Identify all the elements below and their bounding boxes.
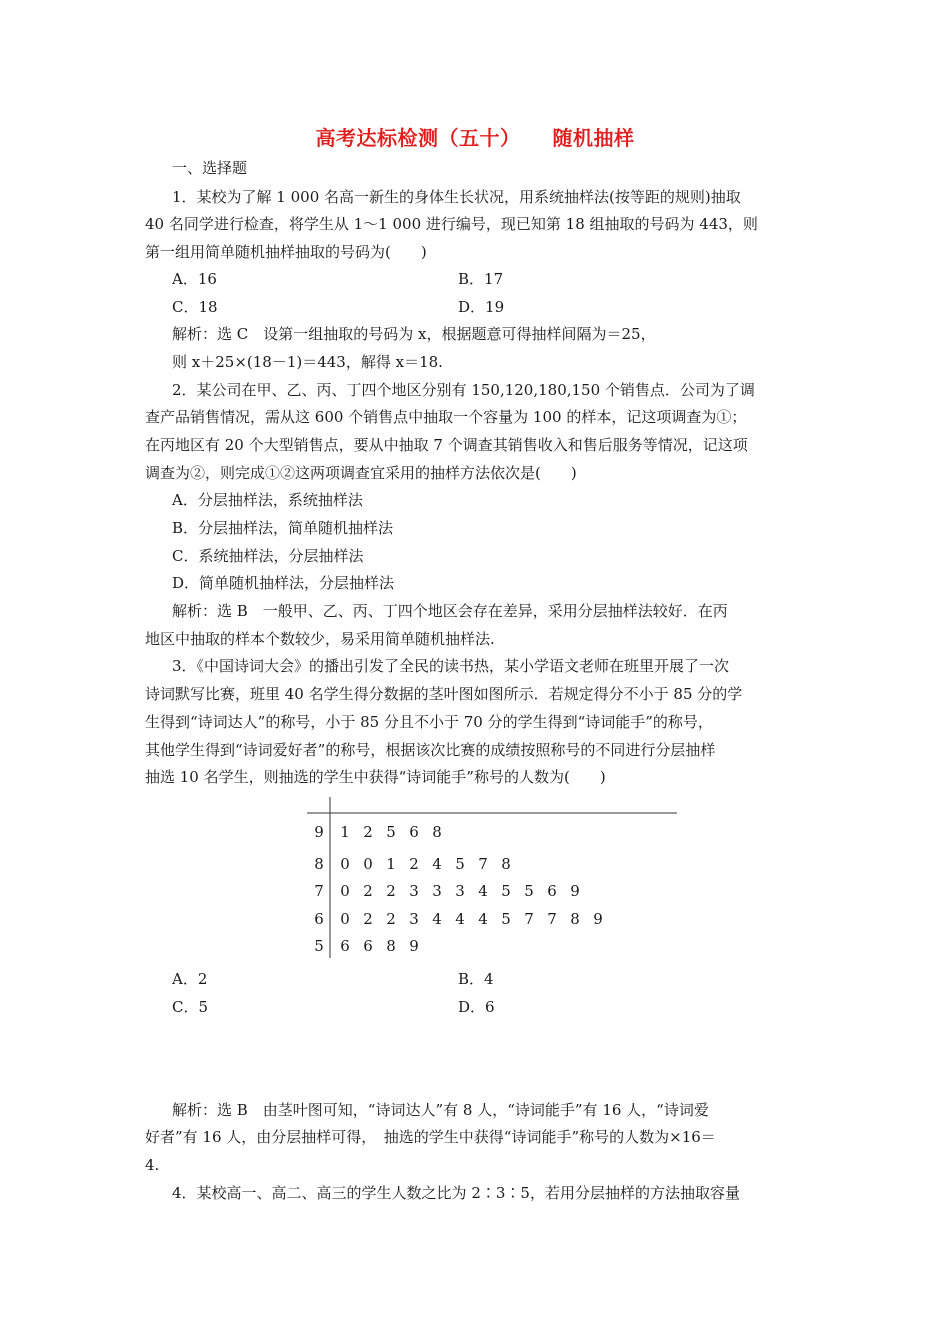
leaf-value: 4 — [432, 910, 442, 928]
q1-analysis-2: 则 x＋25×(18－1)＝443，解得 x＝18. — [172, 353, 443, 371]
leaf-value: 6 — [340, 937, 350, 955]
leaf-value: 8 — [501, 855, 511, 873]
leaf-value: 8 — [432, 823, 442, 841]
q2-line-3: 在丙地区有 20 个大型销售点，要从中抽取 7 个调查其销售收入和售后服务等情况，记这项 — [145, 436, 748, 454]
leaf-value: 5 — [455, 855, 465, 873]
page-title — [0, 122, 950, 151]
q1-line-1: 1．某校为了解 1 000 名高一新生的身体生长状况，用系统抽样法(按等距的规则)抽取 — [172, 188, 741, 206]
leaf-value: 2 — [386, 910, 396, 928]
leaf-value: 5 — [386, 823, 396, 841]
leaf-value: 1 — [386, 855, 396, 873]
leaf-value: 9 — [570, 882, 580, 900]
q3-line-3: 生得到“诗词达人”的称号，小于 85 分且不小于 70 分的学生得到“诗词能手”的称号， — [145, 713, 713, 731]
leaf-value: 6 — [409, 823, 419, 841]
leaf-value: 9 — [593, 910, 603, 928]
q2-option-c: C．系统抽样法，分层抽样法 — [172, 547, 364, 565]
q2-analysis-2: 地区中抽取的样本个数较少，易采用简单随机抽样法. — [145, 630, 495, 648]
q2-option-b: B．分层抽样法，简单随机抽样法 — [172, 519, 394, 537]
q1-option-d: D．19 — [458, 298, 505, 316]
q3-line-2: 诗词默写比赛，班里 40 名学生得分数据的茎叶图如图所示．若规定得分不小于 85 分的学 — [145, 685, 743, 703]
stem-value: 9 — [314, 823, 324, 841]
q3-line-1: 3．《中国诗词大会》的播出引发了全民的读书热，某小学语文老师在班里开展了一次 — [172, 657, 730, 675]
leaf-value: 2 — [386, 882, 396, 900]
leaf-value: 3 — [409, 910, 419, 928]
leaf-value: 2 — [363, 882, 373, 900]
q2-line-4: 调查为②，则完成①②这两项调查宜采用的抽样方法依次是( ) — [145, 464, 577, 482]
leaf-value: 4 — [478, 882, 488, 900]
title-main: 高考达标检测（五十） — [315, 126, 521, 150]
leaf-value: 7 — [478, 855, 488, 873]
leaf-value: 2 — [363, 910, 373, 928]
q2-option-d: D．简单随机抽样法，分层抽样法 — [172, 574, 395, 592]
stem-leaf-plot — [300, 795, 690, 965]
q2-line-1: 2．某公司在甲、乙、丙、丁四个地区分别有 150,120,180,150 个销售点．公司为了调 — [172, 381, 755, 399]
q1-line-2: 40 名同学进行检查，将学生从 1～1 000 进行编号，现已知第 18 组抽取的号码为 443，则 — [145, 215, 758, 233]
leaf-value: 5 — [524, 882, 534, 900]
leaf-value: 0 — [340, 855, 350, 873]
leaf-value: 1 — [340, 823, 350, 841]
leaf-value: 0 — [340, 910, 350, 928]
stem-value: 7 — [314, 882, 324, 900]
leaf-value: 3 — [455, 882, 465, 900]
q3-analysis-3: 4. — [145, 1156, 160, 1174]
q2-option-a: A．分层抽样法，系统抽样法 — [172, 491, 363, 509]
q3-line-5: 抽选 10 名学生，则抽选的学生中获得“诗词能手”称号的人数为( ) — [145, 768, 606, 786]
q3-analysis-2: 好者”有 16 人，由分层抽样可得， 抽选的学生中获得“诗词能手”称号的人数为×16＝ — [145, 1128, 716, 1146]
q3-option-a: A．2 — [172, 970, 208, 988]
q3-option-d: D．6 — [458, 998, 495, 1016]
stem-value: 6 — [314, 910, 324, 928]
leaf-value: 3 — [432, 882, 442, 900]
leaf-value: 3 — [409, 882, 419, 900]
q3-option-b: B．4 — [458, 970, 494, 988]
leaf-value: 2 — [409, 855, 419, 873]
title-sub: 随机抽样 — [552, 126, 635, 150]
leaf-value: 4 — [432, 855, 442, 873]
leaf-value: 6 — [363, 937, 373, 955]
q4-line-1: 4．某校高一、高二、高三的学生人数之比为 2∶3∶5，若用分层抽样的方法抽取容量 — [172, 1184, 740, 1202]
leaf-value: 0 — [363, 855, 373, 873]
stem-value: 8 — [314, 855, 324, 873]
leaf-value: 8 — [570, 910, 580, 928]
stem-value: 5 — [314, 937, 324, 955]
leaf-value: 8 — [386, 937, 396, 955]
q1-analysis-1: 解析：选 C 设第一组抽取的号码为 x，根据题意可得抽样间隔为＝25， — [172, 325, 656, 343]
q1-option-c: C．18 — [172, 298, 218, 316]
leaf-value: 4 — [455, 910, 465, 928]
q3-option-c: C．5 — [172, 998, 209, 1016]
section-heading: 一、选择题 — [172, 159, 248, 177]
leaf-value: 4 — [478, 910, 488, 928]
leaf-value: 5 — [501, 910, 511, 928]
q1-option-a: A．16 — [172, 270, 217, 288]
q1-line-3: 第一组用简单随机抽样抽取的号码为( ) — [145, 243, 427, 261]
leaf-value: 9 — [409, 937, 419, 955]
q3-line-4: 其他学生得到“诗词爱好者”的称号，根据该次比赛的成绩按照称号的不同进行分层抽样 — [145, 741, 716, 759]
leaf-value: 7 — [547, 910, 557, 928]
q2-analysis-1: 解析：选 B 一般甲、乙、丙、丁四个地区会存在差异，采用分层抽样法较好．在丙 — [172, 602, 728, 620]
leaf-value: 6 — [547, 882, 557, 900]
q2-line-2: 查产品销售情况，需从这 600 个销售点中抽取一个容量为 100 的样本，记这项调查为①； — [145, 408, 747, 426]
leaf-value: 5 — [501, 882, 511, 900]
leaf-value: 0 — [340, 882, 350, 900]
leaf-value: 7 — [524, 910, 534, 928]
q1-option-b: B．17 — [458, 270, 504, 288]
leaf-value: 2 — [363, 823, 373, 841]
q3-analysis-1: 解析：选 B 由茎叶图可知，“诗词达人”有 8 人，“诗词能手”有 16 人，“诗词爱 — [172, 1101, 709, 1119]
